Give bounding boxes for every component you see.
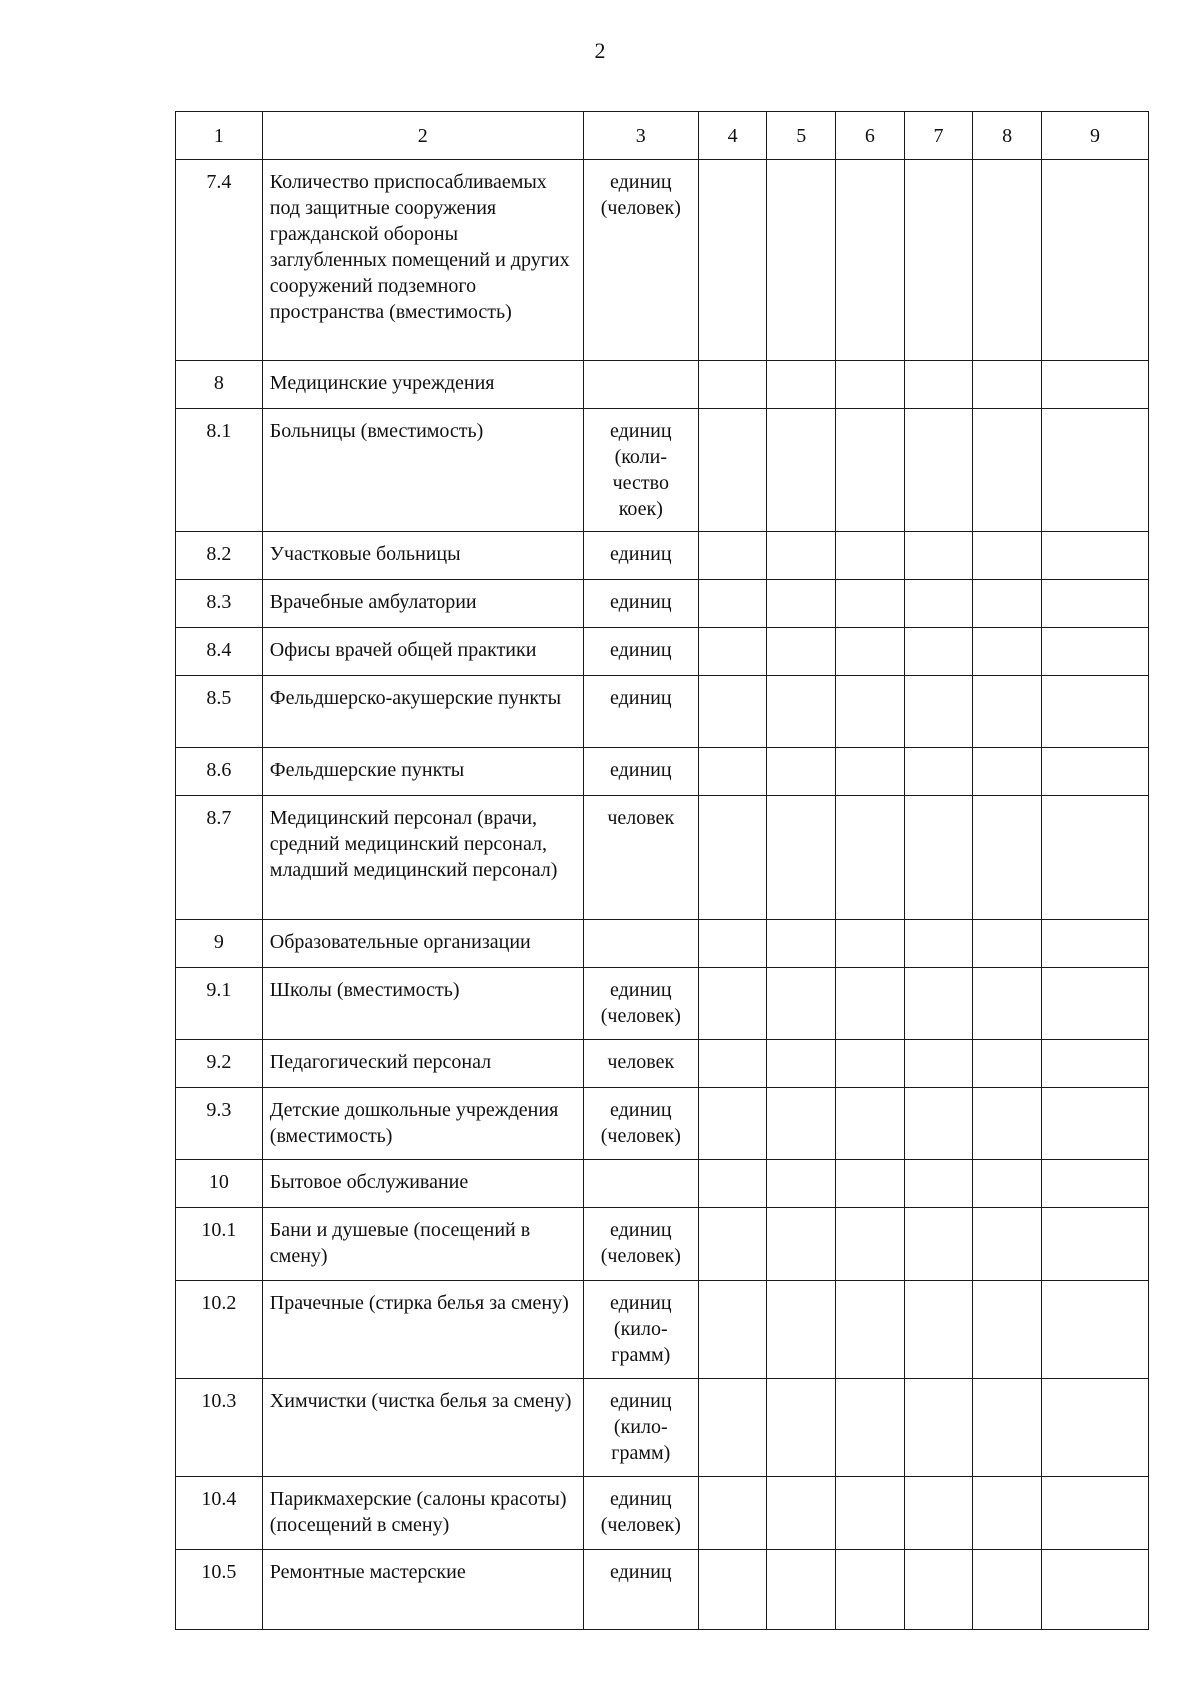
table-row	[176, 1040, 1149, 1088]
value-cell	[767, 628, 836, 676]
table-row	[176, 748, 1149, 796]
value-cell	[904, 1040, 973, 1088]
value-cell	[904, 676, 973, 748]
row-number: 10.4	[176, 1477, 263, 1550]
value-cell	[836, 748, 905, 796]
value-cell	[698, 1040, 767, 1088]
unit-of-measure: человек	[583, 1040, 698, 1088]
value-cell	[767, 676, 836, 748]
value-cell	[973, 1088, 1042, 1160]
table-row	[176, 361, 1149, 409]
indicator-name: Педагогический персонал	[262, 1040, 583, 1088]
value-cell	[836, 1040, 905, 1088]
value-cell	[836, 1088, 905, 1160]
row-number: 9.2	[176, 1040, 263, 1088]
value-cell	[904, 409, 973, 532]
indicator-name: Фельдшерско-акушерские пункты	[262, 676, 583, 748]
row-number: 10.2	[176, 1281, 263, 1379]
indicator-name: Бани и душевые (посещений в смену)	[262, 1208, 583, 1281]
indicator-name: Парикмахерские (салоны красоты) (посещений в смену)	[262, 1477, 583, 1550]
unit-of-measure: единиц (кило-грамм)	[583, 1379, 698, 1477]
value-cell	[973, 1208, 1042, 1281]
value-cell	[973, 1160, 1042, 1208]
value-cell	[973, 1379, 1042, 1477]
value-cell	[973, 160, 1042, 361]
table-row	[176, 676, 1149, 748]
value-cell	[1041, 160, 1148, 361]
value-cell	[698, 920, 767, 968]
indicator-name: Участковые больницы	[262, 532, 583, 580]
value-cell	[904, 968, 973, 1040]
table-row	[176, 1281, 1149, 1379]
indicator-name: Медицинские учреждения	[262, 361, 583, 409]
indicator-name: Ремонтные мастерские	[262, 1550, 583, 1630]
row-number: 8.2	[176, 532, 263, 580]
column-header: 5	[767, 112, 836, 160]
indicator-name: Детские дошкольные учреждения (вместимость)	[262, 1088, 583, 1160]
table-row	[176, 409, 1149, 532]
value-cell	[836, 1477, 905, 1550]
value-cell	[1041, 409, 1148, 532]
value-cell	[698, 1550, 767, 1630]
row-number: 8.5	[176, 676, 263, 748]
value-cell	[1041, 1040, 1148, 1088]
value-cell	[836, 968, 905, 1040]
unit-of-measure: единиц	[583, 628, 698, 676]
indicator-name: Врачебные амбулатории	[262, 580, 583, 628]
value-cell	[698, 160, 767, 361]
value-cell	[1041, 1208, 1148, 1281]
value-cell	[767, 1379, 836, 1477]
value-cell	[698, 1477, 767, 1550]
value-cell	[836, 676, 905, 748]
value-cell	[698, 968, 767, 1040]
value-cell	[767, 796, 836, 920]
table-row	[176, 1160, 1149, 1208]
value-cell	[836, 532, 905, 580]
value-cell	[836, 361, 905, 409]
value-cell	[767, 1160, 836, 1208]
value-cell	[1041, 1088, 1148, 1160]
value-cell	[1041, 968, 1148, 1040]
value-cell	[1041, 580, 1148, 628]
value-cell	[698, 409, 767, 532]
value-cell	[836, 1550, 905, 1630]
value-cell	[904, 1088, 973, 1160]
value-cell	[1041, 1477, 1148, 1550]
value-cell	[1041, 361, 1148, 409]
value-cell	[904, 1477, 973, 1550]
value-cell	[767, 361, 836, 409]
row-number: 10.5	[176, 1550, 263, 1630]
column-header: 1	[176, 112, 263, 160]
row-number: 9.1	[176, 968, 263, 1040]
table-row	[176, 796, 1149, 920]
value-cell	[973, 409, 1042, 532]
value-cell	[767, 1477, 836, 1550]
value-cell	[904, 361, 973, 409]
value-cell	[836, 1379, 905, 1477]
table-row	[176, 580, 1149, 628]
unit-of-measure: единиц (коли-чество коек)	[583, 409, 698, 532]
value-cell	[973, 628, 1042, 676]
indicators-table	[175, 111, 1149, 1630]
value-cell	[767, 968, 836, 1040]
column-header: 8	[973, 112, 1042, 160]
unit-of-measure: единиц (человек)	[583, 1088, 698, 1160]
value-cell	[1041, 628, 1148, 676]
value-cell	[767, 1550, 836, 1630]
column-header: 4	[698, 112, 767, 160]
value-cell	[1041, 1550, 1148, 1630]
unit-of-measure: единиц	[583, 532, 698, 580]
row-number: 9	[176, 920, 263, 968]
row-number: 9.3	[176, 1088, 263, 1160]
value-cell	[973, 1550, 1042, 1630]
value-cell	[973, 532, 1042, 580]
value-cell	[973, 1281, 1042, 1379]
unit-of-measure	[583, 920, 698, 968]
value-cell	[973, 968, 1042, 1040]
value-cell	[973, 920, 1042, 968]
unit-of-measure: человек	[583, 796, 698, 920]
unit-of-measure: единиц	[583, 1550, 698, 1630]
indicator-name: Количество приспосабливаемых под защитные сооружения гражданской обороны заглубленных помещений и других сооружений подземного пространства (вместимость)	[262, 160, 583, 361]
table-row	[176, 1208, 1149, 1281]
indicator-name: Химчистки (чистка белья за смену)	[262, 1379, 583, 1477]
value-cell	[904, 920, 973, 968]
value-cell	[904, 160, 973, 361]
value-cell	[973, 361, 1042, 409]
value-cell	[973, 1040, 1042, 1088]
value-cell	[973, 580, 1042, 628]
indicator-name: Школы (вместимость)	[262, 968, 583, 1040]
value-cell	[1041, 920, 1148, 968]
indicator-name: Фельдшерские пункты	[262, 748, 583, 796]
row-number: 7.4	[176, 160, 263, 361]
table-row	[176, 160, 1149, 361]
value-cell	[767, 532, 836, 580]
value-cell	[698, 748, 767, 796]
value-cell	[836, 1281, 905, 1379]
column-header: 9	[1041, 112, 1148, 160]
unit-of-measure	[583, 1160, 698, 1208]
value-cell	[698, 532, 767, 580]
value-cell	[767, 580, 836, 628]
value-cell	[904, 1379, 973, 1477]
indicator-name: Образовательные организации	[262, 920, 583, 968]
unit-of-measure: единиц	[583, 580, 698, 628]
table-row	[176, 1379, 1149, 1477]
value-cell	[836, 796, 905, 920]
value-cell	[973, 796, 1042, 920]
value-cell	[1041, 532, 1148, 580]
column-header: 7	[904, 112, 973, 160]
table-header-row	[176, 112, 1149, 160]
column-header: 6	[836, 112, 905, 160]
value-cell	[904, 748, 973, 796]
indicator-name: Бытовое обслуживание	[262, 1160, 583, 1208]
table-row	[176, 628, 1149, 676]
value-cell	[767, 1040, 836, 1088]
value-cell	[1041, 796, 1148, 920]
value-cell	[836, 580, 905, 628]
value-cell	[698, 580, 767, 628]
value-cell	[973, 1477, 1042, 1550]
value-cell	[698, 676, 767, 748]
indicator-name: Больницы (вместимость)	[262, 409, 583, 532]
unit-of-measure: единиц	[583, 676, 698, 748]
table-row	[176, 1088, 1149, 1160]
unit-of-measure: единиц (кило-грамм)	[583, 1281, 698, 1379]
unit-of-measure	[583, 361, 698, 409]
row-number: 10.3	[176, 1379, 263, 1477]
unit-of-measure: единиц (человек)	[583, 1208, 698, 1281]
value-cell	[973, 748, 1042, 796]
value-cell	[1041, 676, 1148, 748]
indicator-name: Офисы врачей общей практики	[262, 628, 583, 676]
indicator-name: Прачечные (стирка белья за смену)	[262, 1281, 583, 1379]
table-row	[176, 920, 1149, 968]
row-number: 10.1	[176, 1208, 263, 1281]
value-cell	[836, 409, 905, 532]
value-cell	[767, 748, 836, 796]
value-cell	[767, 1281, 836, 1379]
value-cell	[1041, 1281, 1148, 1379]
row-number: 8.7	[176, 796, 263, 920]
unit-of-measure: единиц	[583, 748, 698, 796]
row-number: 8.4	[176, 628, 263, 676]
value-cell	[973, 676, 1042, 748]
value-cell	[698, 628, 767, 676]
value-cell	[767, 160, 836, 361]
column-header: 3	[583, 112, 698, 160]
value-cell	[1041, 1160, 1148, 1208]
unit-of-measure: единиц (человек)	[583, 160, 698, 361]
value-cell	[698, 1379, 767, 1477]
value-cell	[767, 409, 836, 532]
indicator-name: Медицинский персонал (врачи, средний медицинский персонал, младший медицинский персонал)	[262, 796, 583, 920]
row-number: 8.3	[176, 580, 263, 628]
value-cell	[767, 920, 836, 968]
value-cell	[767, 1208, 836, 1281]
value-cell	[1041, 748, 1148, 796]
value-cell	[836, 628, 905, 676]
value-cell	[1041, 1379, 1148, 1477]
value-cell	[836, 160, 905, 361]
value-cell	[767, 1088, 836, 1160]
value-cell	[698, 1088, 767, 1160]
value-cell	[698, 1281, 767, 1379]
table-row	[176, 1550, 1149, 1630]
unit-of-measure: единиц (человек)	[583, 968, 698, 1040]
row-number: 8.1	[176, 409, 263, 532]
table-row	[176, 1477, 1149, 1550]
table-row	[176, 968, 1149, 1040]
value-cell	[836, 1208, 905, 1281]
value-cell	[904, 1281, 973, 1379]
table-row	[176, 532, 1149, 580]
value-cell	[698, 1160, 767, 1208]
row-number: 10	[176, 1160, 263, 1208]
value-cell	[698, 1208, 767, 1281]
page-number: 2	[594, 38, 606, 63]
value-cell	[904, 1550, 973, 1630]
value-cell	[698, 796, 767, 920]
column-header: 2	[262, 112, 583, 160]
value-cell	[904, 796, 973, 920]
value-cell	[698, 361, 767, 409]
value-cell	[836, 1160, 905, 1208]
value-cell	[904, 1160, 973, 1208]
unit-of-measure: единиц (человек)	[583, 1477, 698, 1550]
row-number: 8.6	[176, 748, 263, 796]
value-cell	[904, 532, 973, 580]
row-number: 8	[176, 361, 263, 409]
value-cell	[904, 580, 973, 628]
value-cell	[904, 1208, 973, 1281]
value-cell	[836, 920, 905, 968]
value-cell	[904, 628, 973, 676]
